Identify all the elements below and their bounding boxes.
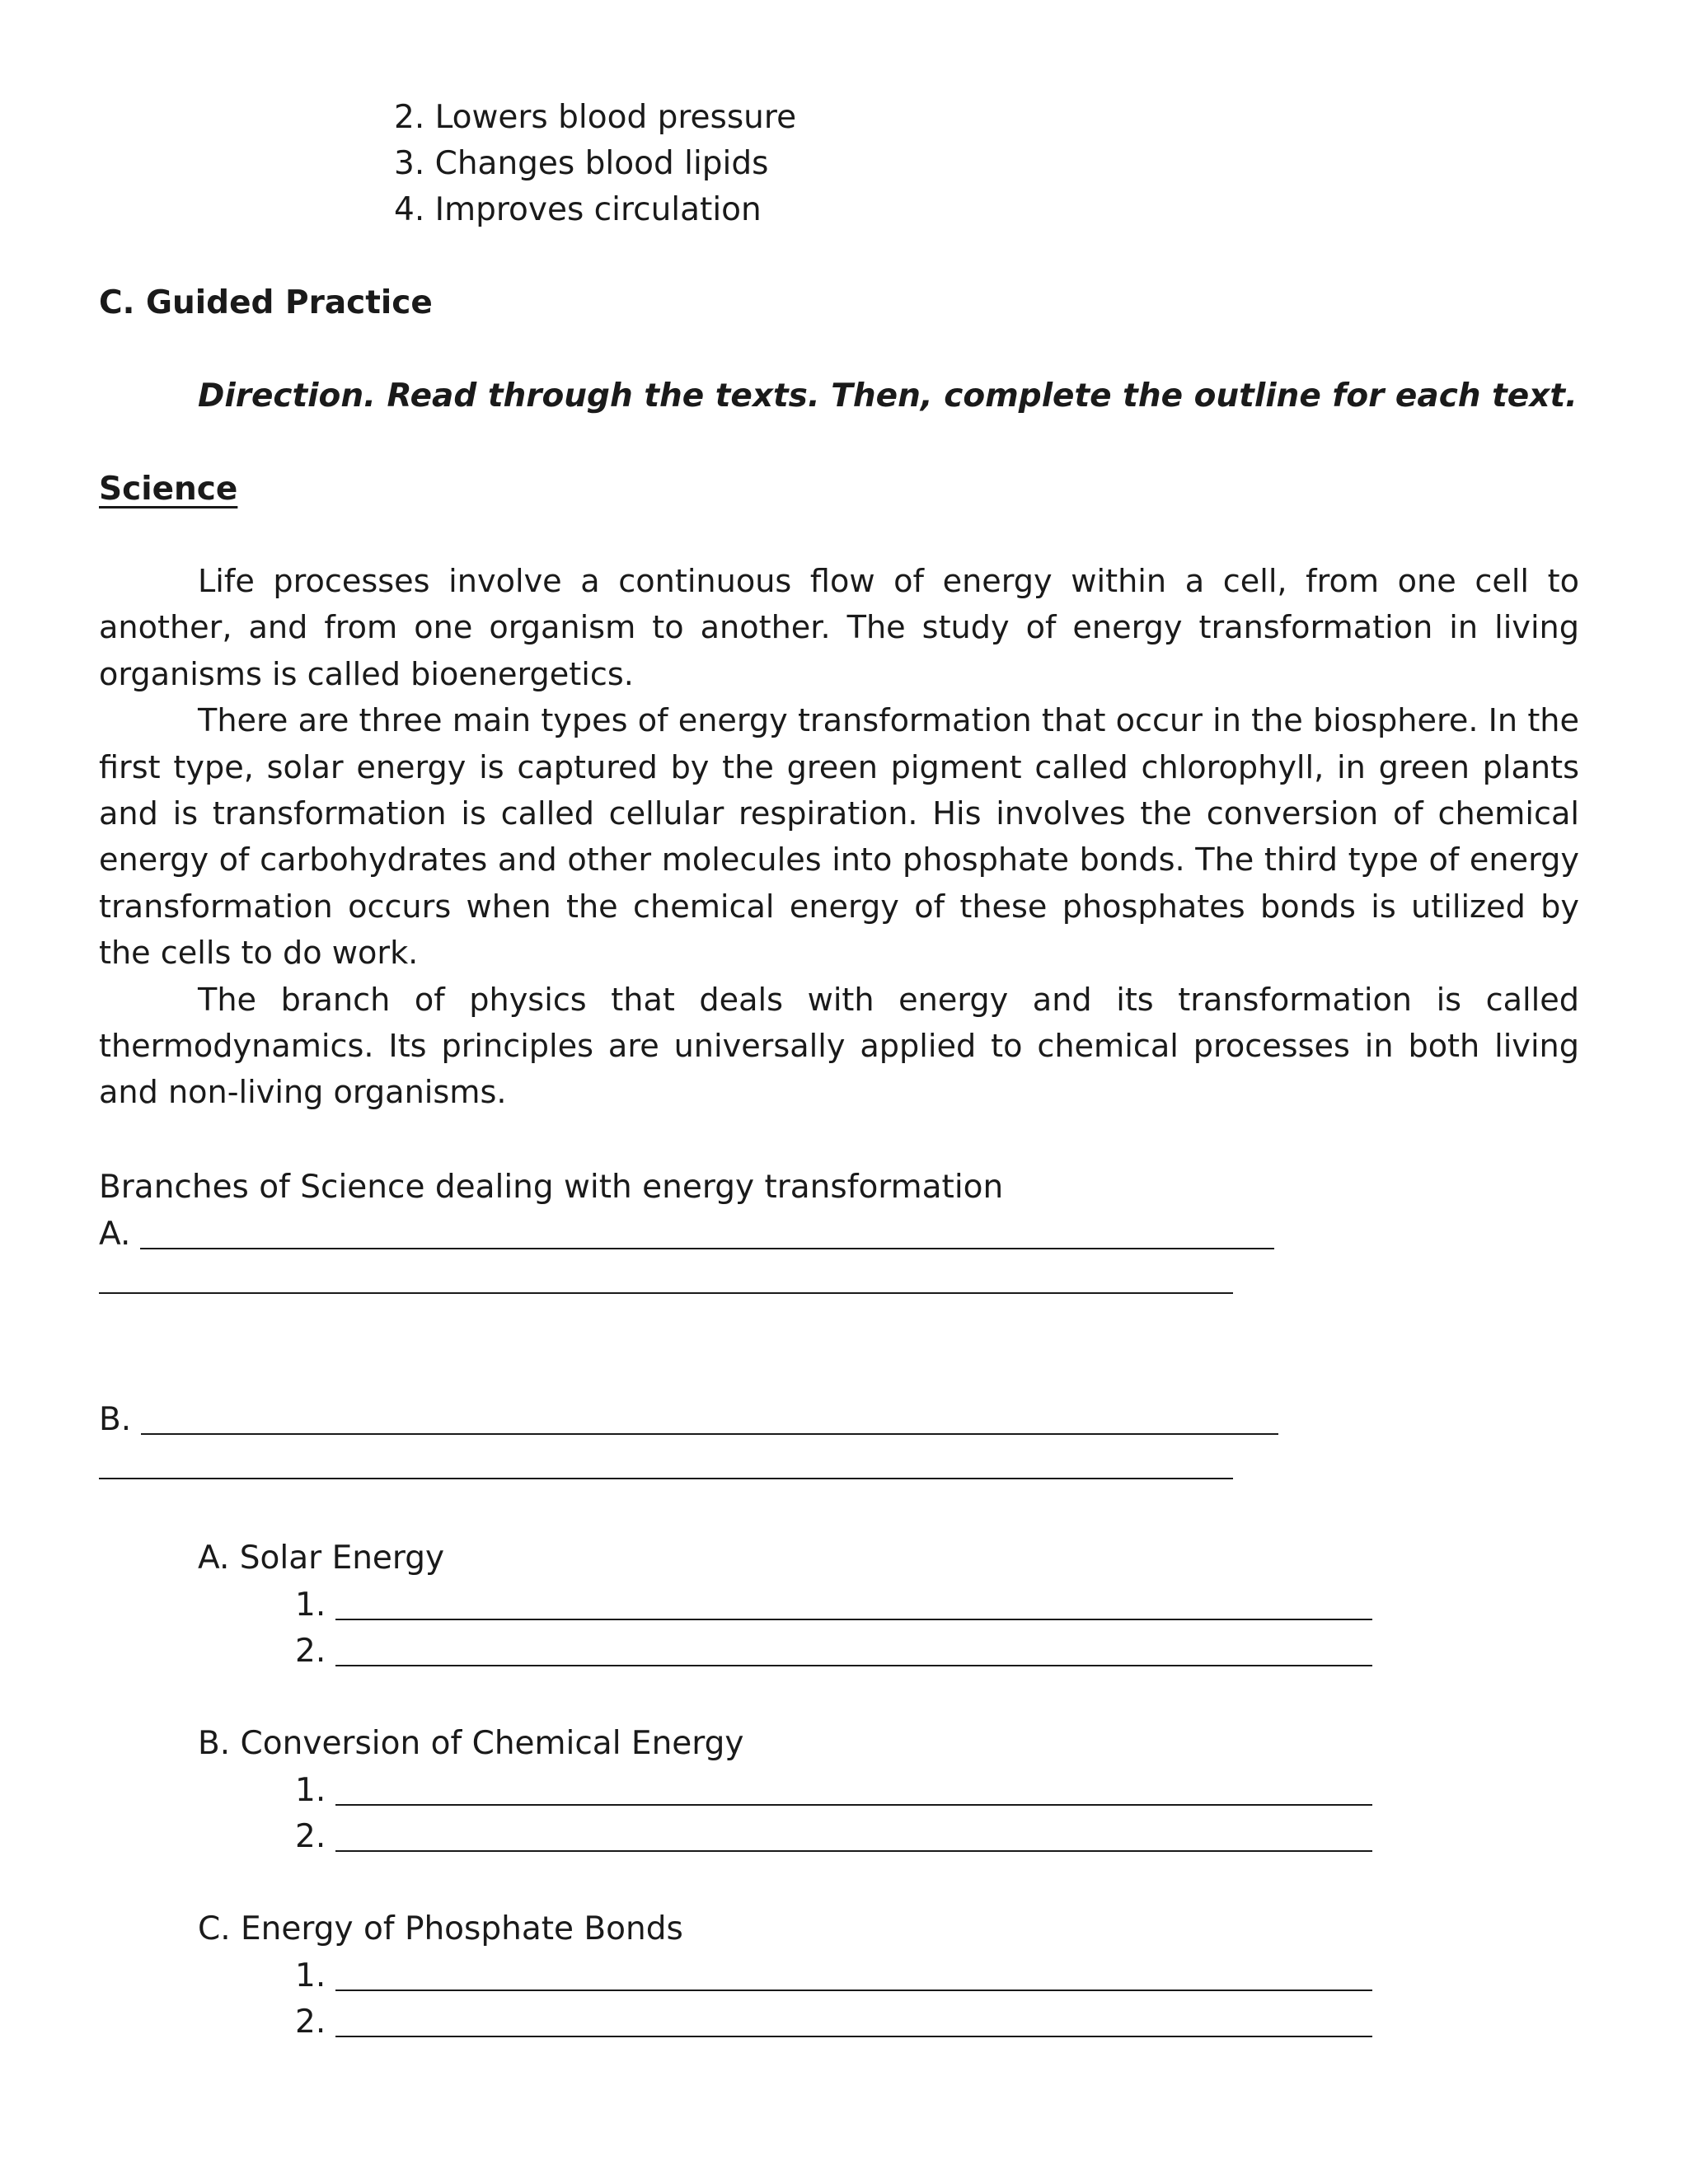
- subject-title: Science: [99, 471, 238, 508]
- blank-label: A.: [99, 1216, 131, 1253]
- answer-blank[interactable]: [335, 1619, 1372, 1620]
- blank-label: B.: [99, 1401, 132, 1438]
- outline-item-row: [295, 1629, 1372, 1675]
- reading-passage: [99, 559, 1579, 1117]
- outline-heading: B. Conversion of Chemical Energy: [198, 1725, 744, 1762]
- answer-blank[interactable]: [335, 1665, 1372, 1666]
- passage-paragraph: There are three main types of energy transformation that occur in the biosphere. In the first type, solar energy is captured by the green pigment called chlorophyll, in green plants and is transformation is called cellular respiration. His involves the conversion of chemical energy of carbohydrates and other molecules into phosphate bonds. The third type of energy transformation occurs when the chemical energy of these phosphates bonds is utilized by the cells to do work.: [99, 703, 1579, 972]
- answer-blank[interactable]: [335, 1990, 1372, 1991]
- answer-blank[interactable]: [99, 1478, 1233, 1479]
- section-heading: C. Guided Practice: [99, 284, 433, 321]
- answer-blank[interactable]: [99, 1292, 1233, 1294]
- list-item: 2. Lowers blood pressure: [394, 99, 797, 136]
- passage-paragraph: Life processes involve a continuous flow of energy within a cell, from one cell to another, and from one organism to another. The study of energy transformation in living organisms is called bioenergetics.: [99, 564, 1579, 693]
- list-item: 3. Changes blood lipids: [394, 145, 769, 182]
- benefits-list-continued: [394, 95, 1136, 233]
- outline-item-row: [295, 1953, 1372, 1999]
- branches-label: Branches of Science dealing with energy transformation: [99, 1169, 1004, 1206]
- answer-blank[interactable]: [140, 1248, 1274, 1249]
- blank-label: 1.: [295, 1957, 326, 1994]
- answer-blank[interactable]: [141, 1433, 1278, 1435]
- branch-a-row: [99, 1212, 1274, 1258]
- blank-label: 2.: [295, 2004, 326, 2041]
- outline-item-row: [295, 1999, 1372, 2046]
- outline-item-row: [295, 1768, 1372, 1814]
- outline-item-row: [295, 1582, 1372, 1629]
- branch-b-row: [99, 1397, 1278, 1443]
- answer-blank[interactable]: [335, 1804, 1372, 1806]
- answer-blank[interactable]: [335, 2036, 1372, 2037]
- outline-heading: C. Energy of Phosphate Bonds: [198, 1910, 683, 1947]
- blank-label: 2.: [295, 1818, 326, 1855]
- answer-blank[interactable]: [335, 1850, 1372, 1852]
- blank-label: 1.: [295, 1586, 326, 1624]
- list-item: 4. Improves circulation: [394, 191, 762, 228]
- blank-label: 2.: [295, 1633, 326, 1670]
- outline-item-row: [295, 1814, 1372, 1860]
- direction-text: Direction. Read through the texts. Then, complete the outline for each text.: [198, 377, 1578, 415]
- blank-label: 1.: [295, 1772, 326, 1809]
- outline-heading: A. Solar Energy: [198, 1540, 445, 1577]
- passage-paragraph: The branch of physics that deals with energy and its transformation is called thermodynamics. Its principles are universally applied to chemical processes in both living and non-living organisms.: [99, 982, 1579, 1112]
